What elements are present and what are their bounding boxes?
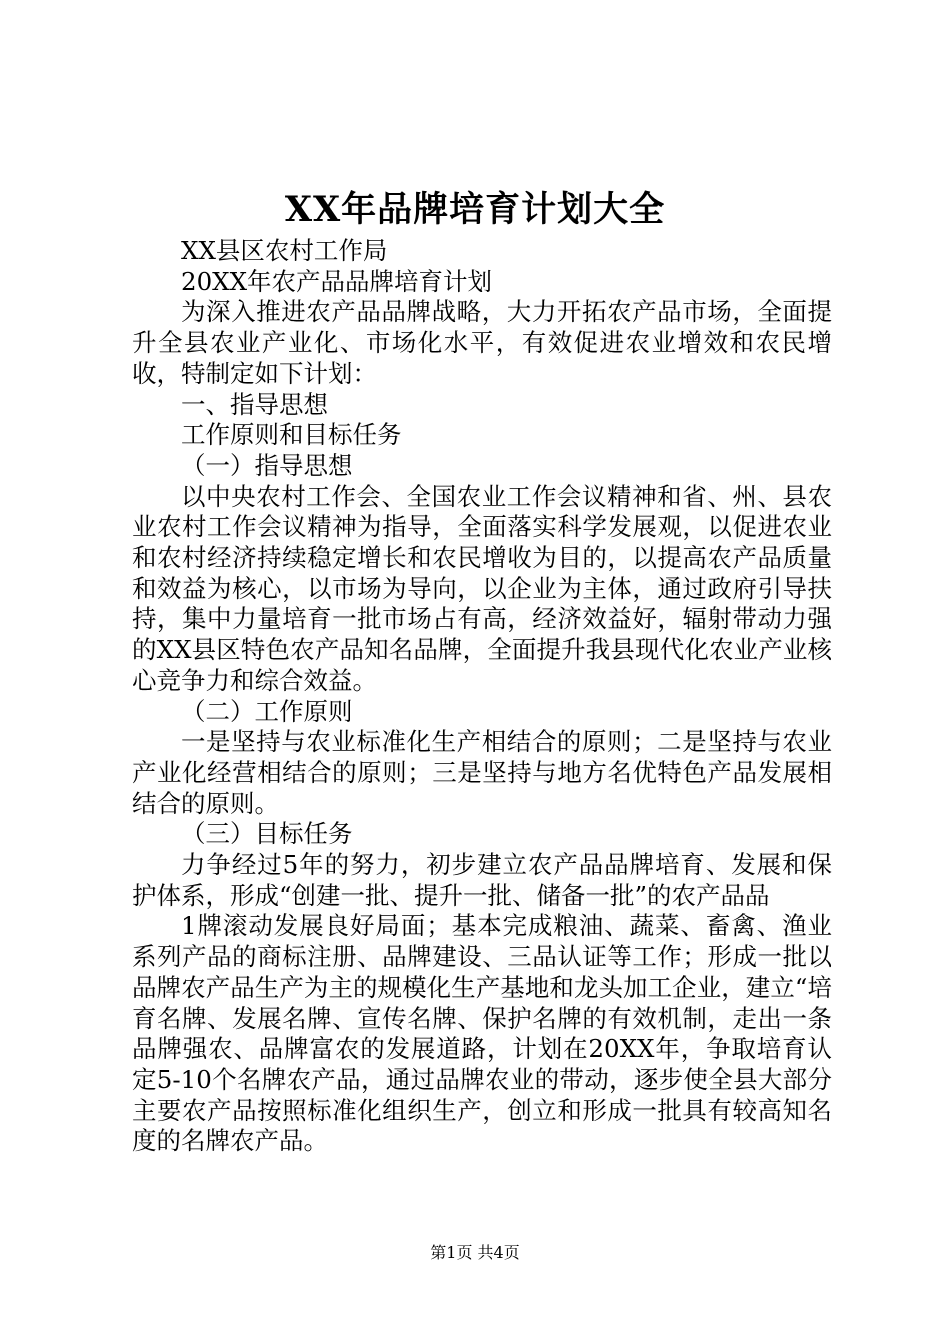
paragraph-goals-continued: 1牌滚动发展良好局面；基本完成粮油、蔬菜、畜禽、渔业系列产品的商标注册、品牌建设、三品认证等工作；形成一批以品牌农产品生产为主的规模化生产基地和龙头加工企业，建立“培育名牌、发展名牌、宣传名牌、保护名牌的有效机制，走出一条品牌强农、品牌富农的发展道路，计划在20XX年，争取培育认定5-10个名牌农产品，通过品牌农业的带动，逐步使全县大部分主要农产品按照标准化组织生产，创立和形成一批具有较高知名度的名牌农产品。 (132, 911, 832, 1156)
page-number-footer: 第1页 共4页 (430, 1243, 520, 1262)
section-heading-1: 一、指导思想 (181, 389, 328, 419)
paragraph-guiding-thought: 以中央农村工作会、全国农业工作会议精神和省、州、县农业农村工作会议精神为指导，全面落实科学发展观，以促进农业和农村经济持续稳定增长和农民增收为目的，以提高农产品质量和效益为核心，以市场为导向，以企业为主体，通过政府引导扶持，集中力量培育一批市场占有高，经济效益好，辐射带动力强的XX县区特色农产品知名品牌，全面提升我县现代化农业产业核心竞争力和综合效益。 (132, 481, 832, 695)
paragraph-plan-name: 20XX年农产品品牌培育计划 (181, 266, 493, 296)
paragraph-intro: 为深入推进农产品品牌战略，大力开拓农产品市场，全面提升全县农业产业化、市场化水平，有效促进农业增效和农民增收，特制定如下计划： (132, 297, 832, 388)
document-body (132, 236, 832, 1157)
paragraph-issuer: XX县区农村工作局 (181, 236, 388, 265)
document-title: XX年品牌培育计划大全 (284, 189, 666, 230)
paragraph-goals: 力争经过5年的努力，初步建立农产品品牌培育、发展和保护体系，形成“创建一批、提升一批、储备一批”的农产品品 (132, 850, 832, 910)
section-subheading: 工作原则和目标任务 (181, 420, 402, 450)
subsection-heading-1: （一）指导思想 (181, 450, 353, 480)
subsection-heading-3: （三）目标任务 (181, 819, 353, 849)
paragraph-principles: 一是坚持与农业标准化生产相结合的原则；二是坚持与农业产业化经营相结合的原则；三是坚持与地方名优特色产品发展相结合的原则。 (132, 727, 832, 818)
subsection-heading-2: （二）工作原则 (181, 696, 353, 726)
